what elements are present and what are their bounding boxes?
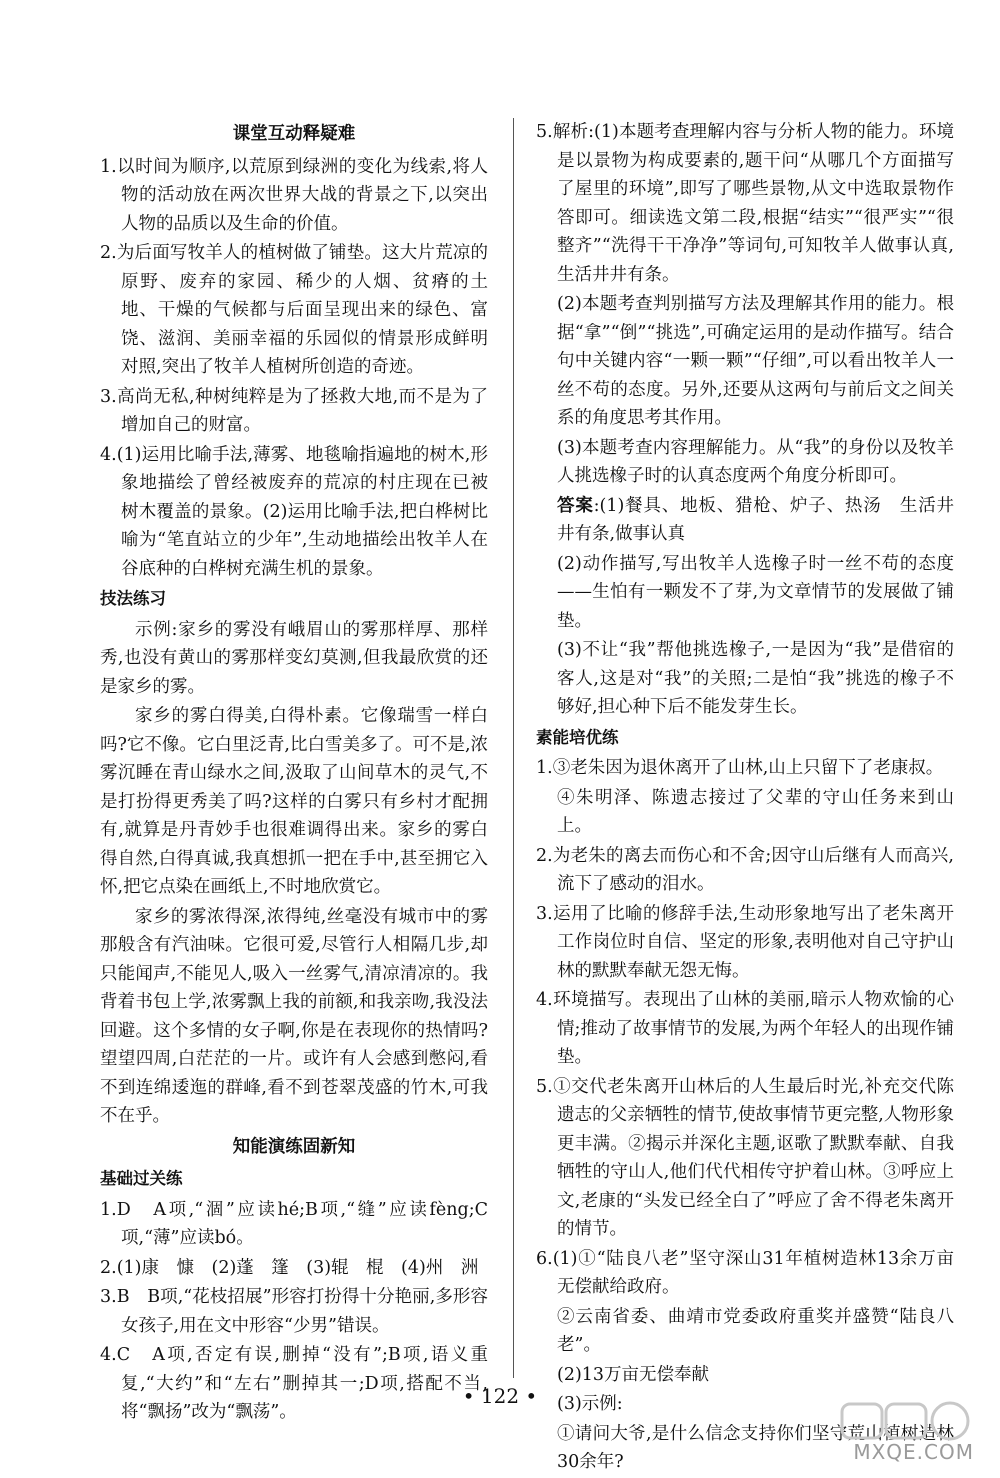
answer-5-text-1: :(1)餐具、地板、猎枪、炉子、热汤 生活井井有条,做事认真 [557, 495, 955, 544]
basic-answer-1: 1.D A项,“涸”应读hé;B项,“缝”应读fèng;C项,“薄”应读bó。 [100, 1199, 488, 1248]
watermark-text: MXQE.COM [853, 1440, 974, 1464]
answer-3: 3.高尚无私,种树纯粹是为了拯救大地,而不是为了增加自己的财富。 [100, 386, 488, 435]
advanced-answer-1: 1.③老朱因为退休离开了山林,山上只留下了老康叔。 [536, 758, 944, 778]
section-heading-classroom: 课堂互动释疑难 [232, 124, 356, 144]
answer-2: 2.为后面写牧羊人的植树做了铺垫。这大片荒凉的原野、废弃的家园、稀少的人烟、贫瘠的土地、干燥的气候都与后面呈现出来的绿色、富饶、滋润、美丽幸福的乐园似的情景形成鲜明对照,突出了牧羊人植树所创造的奇迹。 [100, 243, 488, 377]
advanced-answer-2: 2.为老朱的离去而伤心和不舍;因守山后继有人而高兴,流下了感动的泪水。 [536, 845, 954, 894]
basic-answer-4: 4.C A项,否定有误,删掉“没有”;B项,语义重复,“大约”和“左右”删掉其一;D项,搭配不当,将“飘扬”改为“飘荡”。 [100, 1345, 488, 1422]
advanced-answer-3: 3.运用了比喻的修辞手法,生动形象地写出了老朱离开工作岗位时自信、坚定的形象,表明他对自己守护山林的默默奉献无怨无悔。 [536, 903, 954, 981]
subheading-basic: 基础过关练 [100, 1169, 183, 1188]
advanced-answer-6b: ②云南省委、曲靖市党委政府重奖并盛赞“陆良八老”。 [557, 1306, 954, 1355]
advanced-answer-6d: (3)示例: [557, 1394, 623, 1414]
advanced-answer-6c: (2)13万亩无偿奉献 [557, 1364, 710, 1385]
page-number: • 122 • [462, 1384, 538, 1408]
advanced-answer-6e: ①请问大爷,是什么信念支持你们坚守荒山植树造林30余年? [557, 1423, 954, 1472]
subheading-advanced: 素能培优练 [536, 727, 619, 747]
answer-5-line-3: (3)不让“我”帮他挑选橡子,一是因为“我”是借宿的客人,这是对“我”的关照;二是怕“我”挑选的橡子不够好,担心种下后不能发芽生长。 [557, 640, 954, 717]
column-divider [513, 118, 514, 1378]
basic-answer-2: 2.(1)康 慷 (2)蓬 篷 (3)辊 棍 (4)州 洲 [100, 1257, 479, 1278]
analysis-5-part-2: (2)本题考查判别描写方法及理解其作用的能力。根据“拿”“倒”“挑选”,可确定运用的是动作描写。结合句中关键内容“一颗一颗”“仔细”,可以看出牧羊人一丝不苟的态度。另外,还要从这两句与前后文之间关系的角度思考其作用。 [557, 294, 954, 428]
answer-1: 1.以时间为顺序,以荒原到绿洲的变化为线索,将人物的活动放在两次世界大战的背景之下,以突出人物的品质以及生命的价值。 [100, 156, 488, 234]
left-column [100, 118, 488, 1428]
right-column [536, 118, 954, 1478]
basic-answer-3: 3.B B项,“花枝招展”形容打扮得十分艳丽,多形容女孩子,用在文中形容“少男”错误。 [100, 1287, 488, 1336]
answer-5-line-2: (2)动作描写,写出牧羊人选橡子时一丝不苟的态度——生怕有一颗发不了芽,为文章情节的发展做了铺垫。 [557, 553, 954, 631]
advanced-answer-4: 4.环境描写。表现出了山林的美丽,暗示人物欢愉的心情;推动了故事情节的发展,为两个年轻人的出现作铺垫。 [536, 990, 954, 1067]
answer-5-line-1 [536, 492, 954, 549]
analysis-5-part-3: (3)本题考查内容理解能力。从“我”的身份以及牧羊人挑选橡子时的认真态度两个角度分析即可。 [557, 437, 954, 486]
subheading-technique: 技法练习 [100, 589, 166, 608]
answer-4: 4.(1)运用比喻手法,薄雾、地毯喻指遍地的树木,形象地描绘了曾经被废弃的荒凉的村庄现在已被树木覆盖的景象。(2)运用比喻手法,把白桦树比喻为“笔直站立的少年”,生动地描绘出牧羊人在谷底种的白桦树充满生机的景象。 [100, 444, 488, 579]
analysis-5-part-1: 5.解析:(1)本题考查理解内容与分析人物的能力。环境是以景物为构成要素的,题干问“从哪几个方面描写了屋里的环境”,即写了哪些景物,从文中选取景物作答即可。细读选文第二段,根据“结实”“很严实”“很整齐”“洗得干干净净”等词句,可知牧羊人做事认真,生活井井有条。 [536, 122, 954, 285]
essay-paragraph-2: 家乡的雾白得美,白得朴素。它像瑞雪一样白吗?它不像。它白里泛青,比白雪美多了。可不是,浓雾沉睡在青山绿水之间,汲取了山间草木的灵气,不是打扮得更秀美了吗?这样的白雾只有乡村才配拥有,就算是丹青妙手也很难调得出来。家乡的雾白得自然,白得真诚,我真想抓一把在手中,甚至拥它入怀,把它点染在画纸上,不时地欣赏它。 [100, 706, 489, 897]
advanced-answer-1b: ④朱明泽、陈遗志接过了父辈的守山任务来到山上。 [557, 787, 954, 836]
essay-paragraph-3: 家乡的雾浓得深,浓得纯,丝毫没有城市中的雾那般含有汽油味。它很可爱,尽管行人相隔几步,却只能闻声,不能见人,吸入一丝雾气,清凉清凉的。我背着书包上学,浓雾飘上我的前额,和我亲吻,我没法回避。这个多情的女子啊,你是在表现你的热情吗?望望四周,白茫茫的一片。或许有人会感到憋闷,看不到连绵逶迤的群峰,看不到苍翠茂盛的竹木,可我不在乎。 [100, 906, 488, 1126]
advanced-answer-6a: 6.(1)①“陆良八老”坚守深山31年植树造林13余万亩无偿献给政府。 [536, 1248, 954, 1297]
essay-paragraph-1: 示例:家乡的雾没有峨眉山的雾那样厚、那样秀,也没有黄山的雾那样变幻莫测,但我最欣赏的还是家乡的雾。 [100, 619, 488, 697]
answer-label: 答案 [557, 495, 594, 516]
section-heading-practice: 知能演练固新知 [232, 1136, 356, 1157]
advanced-answer-5: 5.①交代老朱离开山林后的人生最后时光,补充交代陈遗志的父亲牺牲的情节,使故事情节更完整,人物形象更丰满。②揭示并深化主题,讴歌了默默奉献、自我牺牲的守山人,他们代代相传守护着山林。③呼应上文,老康的“头发已经全白了”呼应了舍不得老朱离开的情节。 [536, 1076, 954, 1239]
